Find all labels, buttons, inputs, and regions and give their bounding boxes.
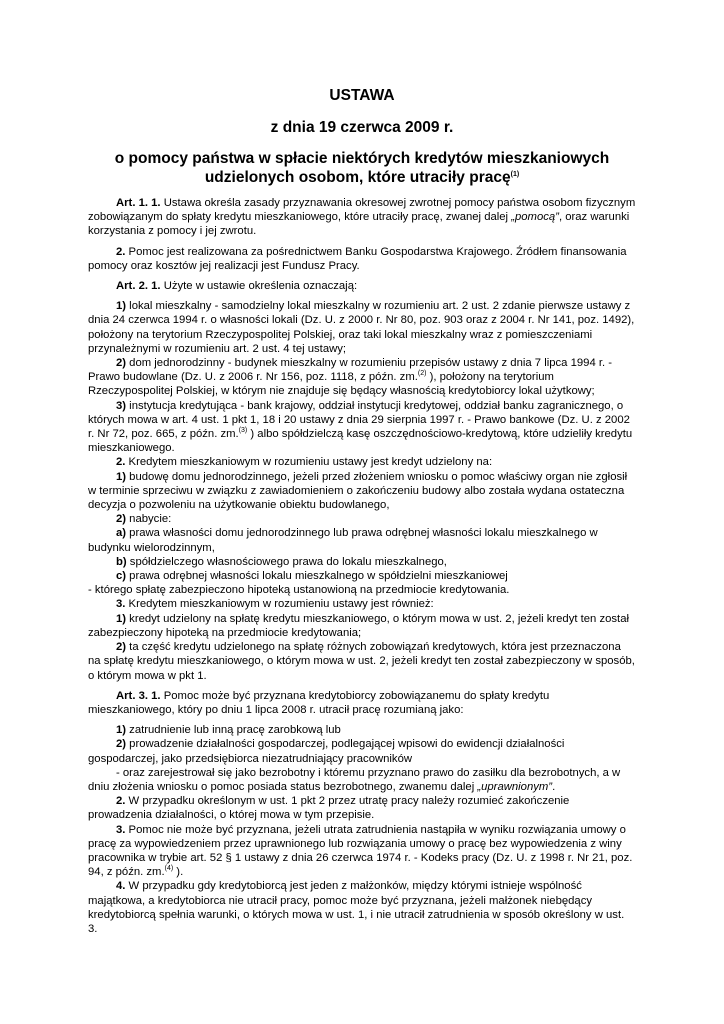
art2-sec2-item2-text: nabycie: — [126, 513, 172, 526]
art3-item1-text: zatrudnienie lub inną pracę zarobkową lub — [126, 724, 341, 737]
art3-heading-text: Pomoc może być przyznana kredytobiorcy zobowiązanemu do spłaty kredytu mieszkaniowego, który po dniu 1 lipca 2008 r. utracił pracę rozumianą jako: — [88, 689, 550, 716]
document-date: z dnia 19 czerwca 2009 r. — [270, 119, 454, 136]
letter-c-text: prawa odrębnej własności lokalu mieszkalnego w spółdzielni mieszkaniowej — [126, 570, 508, 583]
art2-heading — [88, 279, 636, 293]
art2-item1-text: lokal mieszkalny - samodzielny lokal mieszkalny w rozumieniu art. 2 ust. 2 zdanie pierwsze ustawy z dnia 24 czerwca 1994 r. o własności lokali (Dz. U. z 2000 r. Nr 80, poz. 903 oraz z 2004 r. Nr 141, poz. 1492), położony na terytorium Rzeczypospolitej Polskiej, oraz taki lokal mieszkalny wraz z pomieszczeniami przynależnymi w rozumieniu art. 2 ust. 4 tej ustawy; — [88, 300, 635, 355]
art3-sec4 — [88, 879, 636, 936]
art2-sec3-item1-number: 1) — [116, 612, 127, 625]
footnote-ref-3: (3) — [238, 427, 248, 435]
art1-para2 — [88, 245, 636, 273]
art2-sec3-number: 3. — [116, 598, 126, 611]
art3-item2-text: prowadzenie działalności gospodarczej, podlegającej wpisowi do ewidencji działalności gospodarczej, jako przedsiębiorca niezatrudniający pracowników — [88, 738, 565, 765]
art2-item2-end: ), położony na terytorium Rzeczypospolitej Polskiej, w którym nie znajduje się będący własnością kredytobiorcy lokal użytkowy; — [88, 371, 595, 398]
art2-item2-text: dom jednorodzinny - budynek mieszkalny w rozumieniu przepisów ustawy z dnia 7 lipca 1994 r. - Prawo budowlane (Dz. U. z 2006 r. Nr 156, poz. 1118, z późn. zm. — [88, 357, 613, 384]
art2-sec3-item1 — [88, 612, 636, 640]
art3-item2-number: 2) — [116, 738, 127, 751]
footnote-ref-4: (4) — [164, 865, 174, 873]
art2-sec2-letter-a — [88, 526, 636, 554]
art3-item1 — [88, 723, 636, 737]
letter-b-number: b) — [116, 555, 127, 568]
art2-sec3-item2 — [88, 640, 636, 683]
art1-para1-end: , oraz warunki korzystania z pomocy i jej zwrotu. — [88, 211, 630, 238]
art2-heading-text: Użyte w ustawie określenia oznaczają: — [160, 280, 358, 293]
art2-sec3-text: Kredytem mieszkaniowym w rozumieniu ustawy jest również: — [125, 598, 434, 611]
art3-sec2-number: 2. — [116, 795, 126, 808]
footnote-ref-2: (2) — [417, 370, 427, 378]
art2-sec2-item2-number: 2) — [116, 513, 127, 526]
document-title: USTAWA — [329, 87, 395, 104]
art2-item1 — [88, 299, 636, 356]
subject-footnote-ref: (1) — [510, 170, 520, 178]
art2-sec2-item1-text: budowę domu jednorodzinnego, jeżeli przed złożeniem wniosku o pomoc właściwy organ nie zgłosił w terminie sprzeciwu w związku z zawiadomieniem o zakończeniu budowy albo została wydana ostateczna decyzja o pozwoleniu na użytkowanie obiektu budowlanego, — [88, 470, 628, 512]
art3-sec4-number: 4. — [116, 880, 126, 893]
art2-item3-number: 3) — [116, 399, 127, 412]
art3-sec2 — [88, 794, 636, 822]
art1-para2-text: Pomoc jest realizowana za pośrednictwem Banku Gospodarstwa Krajowego. Źródłem finansowania pomocy oraz kosztów jej realizacji jest Fundusz Pracy. — [88, 245, 627, 272]
art1-number: Art. 1. 1. — [116, 197, 161, 209]
art2-item1-number: 1) — [116, 300, 127, 313]
art2-item2 — [88, 356, 636, 399]
art3-tail-end: . — [552, 780, 556, 793]
art3-sec3-end: ). — [173, 866, 184, 879]
document-subject — [88, 149, 636, 187]
art3-number: Art. 3. 1. — [116, 689, 161, 702]
art3-item1-number: 1) — [116, 724, 127, 737]
art2-sec2 — [88, 455, 636, 469]
art1-para1-text: Ustawa określa zasady przyznawania okresowej zwrotnej pomocy państwa osobom fizycznym zobowiązanym do spłaty kredytu mieszkaniowego, które utraciły pracę, zwanej dalej — [88, 197, 636, 224]
letter-a-number: a) — [116, 527, 127, 540]
art3-tail-text: - oraz zarejestrował się jako bezrobotny i któremu przyznano prawo do zasiłku dla bezrobotnych, a w dniu złożenia wniosku o pomoc posiada status bezrobotnego, zwanemu dalej — [88, 766, 621, 793]
art2-sec3-item1-text: kredyt udzielony na spłatę kredytu mieszkaniowego, o którym mowa w ust. 2, jeżeli kredyt ten został zabezpieczony hipoteką na przedmiocie kredytowania; — [88, 612, 629, 639]
art2-sec2-text: Kredytem mieszkaniowym w rozumieniu ustawy jest kredyt udzielony na: — [125, 456, 493, 469]
document-page — [88, 86, 636, 936]
art3-sec3-text: Pomoc nie może być przyznana, jeżeli utrata zatrudnienia nastąpiła w wyniku rozwiązania umowy o pracę za wypowiedzeniem przez uprawnionego lub rozwiązania umowy o pracę bez wypowiedzenia z winy pracownika w trybie art. 52 § 1 ustawy z dnia 26 czerwca 1974 r. - Kodeks pracy (Dz. U. z 1998 r. Nr 21, poz. 94, z późn. zm. — [88, 823, 633, 879]
letter-a-text: prawa własności domu jednorodzinnego lub prawa odrębnej własności lokalu mieszkalnego w budynku wielorodzinnym, — [88, 527, 598, 554]
art2-sec2-tail: - którego spłatę zabezpieczono hipoteką ustanowioną na przedmiocie kredytowania. — [88, 584, 510, 597]
art2-item3 — [88, 399, 636, 456]
art3-sec3 — [88, 823, 636, 880]
letter-c-number: c) — [116, 570, 127, 583]
art3-sec3-number: 3. — [116, 823, 126, 836]
letter-b-text: spółdzielczego własnościowego prawa do lokalu mieszkalnego, — [126, 555, 447, 568]
art3-tail — [88, 766, 636, 794]
art2-sec2-letter-c — [88, 569, 636, 583]
term-pomoca: „pomocą” — [511, 211, 559, 224]
art3-heading — [88, 689, 636, 717]
art2-item3-text: instytucja kredytująca - bank krajowy, oddział instytucji kredytowej, oddział banku zagranicznego, o których mowa w art. 4 ust. 1 pkt 1, 18 i 20 ustawy z dnia 29 sierpnia 1997 r. - Prawo bankowe (Dz. U. z 2002 r. Nr 72, poz. 665, z późn. zm. — [88, 399, 630, 441]
art2-sec2-item1 — [88, 470, 636, 513]
art2-sec3-item2-number: 2) — [116, 641, 127, 654]
art2-item3-end: ) albo spółdzielczą kasę oszczędnościowo-kredytową, które udzieliły kredytu mieszkaniowego. — [88, 428, 633, 455]
art2-sec3-item2-text: ta część kredytu udzielonego na spłatę różnych zobowiązań kredytowych, która jest przeznaczona na spłatę kredytu mieszkaniowego, o którym mowa w ust. 2, jeżeli kredyt ten został zabezpieczony w sposób, o którym mowa w pkt 1. — [88, 641, 635, 682]
art3-sec2-text: W przypadku określonym w ust. 1 pkt 2 przez utratę pracy należy rozumieć zakończenie prowadzenia działalności, o której mowa w tym przepisie. — [88, 795, 570, 822]
term-uprawnionym: „uprawnionym” — [477, 780, 553, 793]
art2-sec2-number: 2. — [116, 456, 126, 469]
art2-sec3 — [88, 597, 636, 611]
subject-text: o pomocy państwa w spłacie niektórych kredytów mieszkaniowych udzielonych osobom, które utraciły pracę — [114, 150, 610, 186]
art3-sec4-text: W przypadku gdy kredytobiorcą jest jeden z małżonków, między którymi istnieje wspólność majątkowa, a kredytobiorca nie utracił pracy, pomoc może być przyznana, jeżeli małżonek niebędący kredytobiorcą spełnia warunki, o których mowa w ust. 1, i nie utracił zatrudnienia w sposób określony w ust. 3. — [88, 880, 625, 935]
art2-item2-number: 2) — [116, 357, 127, 370]
art1-para1 — [88, 196, 636, 239]
art2-number: Art. 2. 1. — [116, 280, 161, 293]
art2-sec2-letter-b — [88, 555, 636, 569]
art1-para2-number: 2. — [116, 245, 126, 258]
art2-sec2-item2 — [88, 512, 636, 526]
art3-item2 — [88, 737, 636, 765]
art2-sec2-item1-number: 1) — [116, 470, 127, 483]
